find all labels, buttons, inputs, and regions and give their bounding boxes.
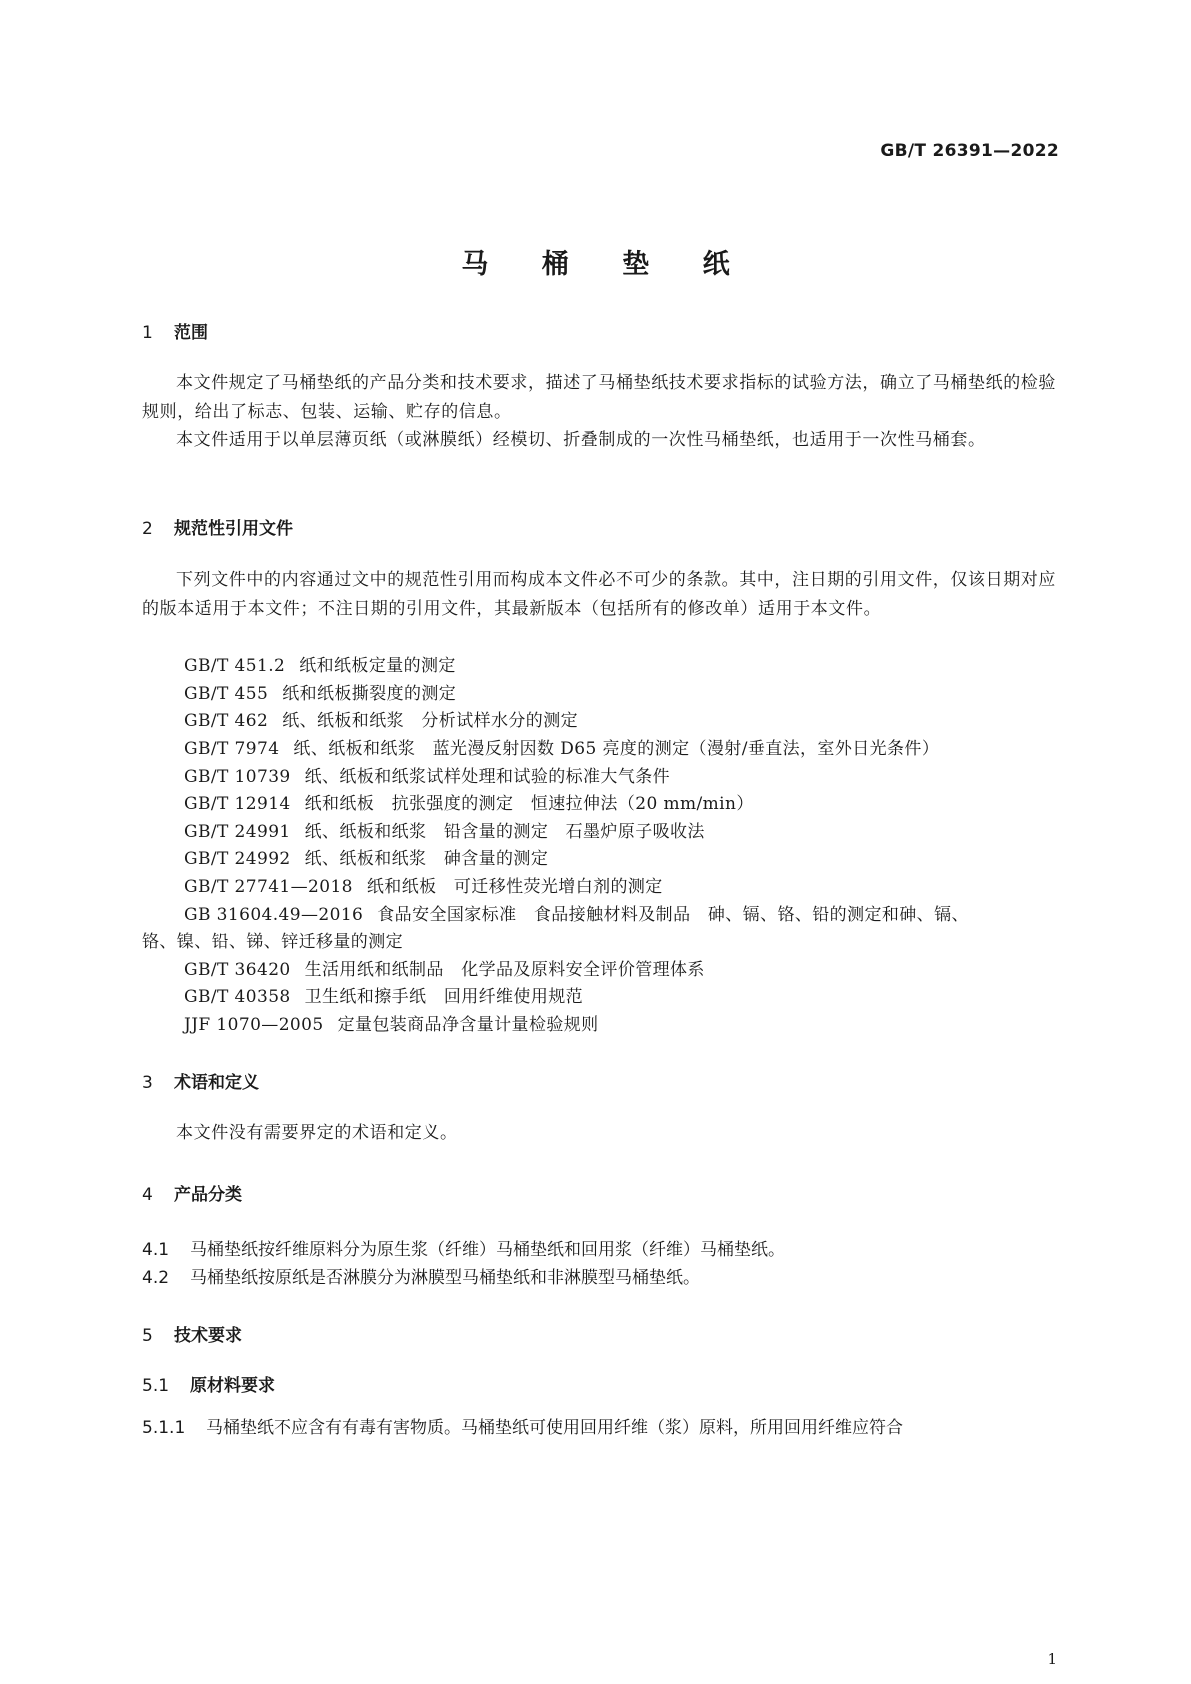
reference-title: 定量包装商品净含量计量检验规则 [337, 1015, 599, 1035]
reference-code: GB/T 27741—2018 [184, 877, 353, 897]
clause-number: 4.1 [142, 1240, 170, 1260]
section-1-heading [142, 318, 208, 343]
section-number: 1 [142, 323, 153, 343]
subsection-number: 5.1 [142, 1376, 170, 1396]
reference-title: 纸、纸板和纸浆 蓝光漫反射因数 D65 亮度的测定（漫射/垂直法，室外日光条件） [293, 739, 940, 759]
reference-title: 纸、纸板和纸浆试样处理和试验的标准大气条件 [304, 767, 671, 787]
reference-item [184, 734, 939, 759]
clause-text: 马桶垫纸按纤维原料分为原生浆（纤维）马桶垫纸和回用浆（纤维）马桶垫纸。 [190, 1240, 785, 1260]
reference-item [184, 651, 456, 676]
section-1-paragraph-2: 本文件适用于以单层薄页纸（或淋膜纸）经模切、折叠制成的一次性马桶垫纸，也适用于一次性马桶套。 [176, 430, 986, 450]
reference-continuation: 铬、镍、铅、锑、锌迁移量的测定 [142, 932, 403, 952]
clause-number: 4.2 [142, 1268, 170, 1288]
reference-code: GB/T 455 [184, 684, 269, 704]
reference-title: 纸和纸板 抗张强度的测定 恒速拉伸法（20 mm/min） [304, 794, 754, 814]
section-1-paragraph-1: 本文件规定了马桶垫纸的产品分类和技术要求，描述了马桶垫纸技术要求指标的试验方法，确立了马桶垫纸的检验规则，给出了标志、包装、运输、贮存的信息。 [142, 373, 1056, 422]
reference-title: 卫生纸和擦手纸 回用纤维使用规范 [304, 987, 584, 1007]
section-number: 5 [142, 1326, 153, 1346]
reference-title: 纸和纸板定量的测定 [299, 656, 456, 676]
section-4-heading [142, 1180, 242, 1205]
reference-title: 纸、纸板和纸浆 砷含量的测定 [304, 849, 549, 869]
reference-item [184, 679, 456, 704]
reference-item [184, 900, 969, 925]
reference-code: GB 31604.49—2016 [184, 905, 364, 925]
reference-code: GB/T 24992 [184, 849, 291, 869]
reference-code: GB/T 7974 [184, 739, 280, 759]
clause-4-2 [142, 1263, 700, 1288]
reference-item [184, 817, 705, 842]
reference-title: 纸和纸板撕裂度的测定 [282, 684, 457, 704]
section-2-heading [142, 514, 293, 539]
subsection-5-1-heading [142, 1371, 275, 1396]
section-5-heading [142, 1321, 242, 1346]
reference-item [184, 1010, 599, 1035]
standard-code: GB/T 26391—2022 [880, 141, 1059, 161]
reference-code: GB/T 40358 [184, 987, 291, 1007]
section-title: 产品分类 [174, 1185, 242, 1205]
reference-code: GB/T 462 [184, 711, 269, 731]
subsection-title: 原材料要求 [190, 1376, 275, 1396]
document-title: 马 桶 垫 纸 [461, 249, 752, 280]
section-3-paragraph: 本文件没有需要界定的术语和定义。 [176, 1123, 458, 1143]
section-number: 4 [142, 1185, 153, 1205]
clause-text: 马桶垫纸不应含有有毒有害物质。马桶垫纸可使用回用纤维（浆）原料，所用回用纤维应符合 [206, 1418, 903, 1438]
reference-code: JJF 1070—2005 [184, 1015, 324, 1035]
reference-title: 纸、纸板和纸浆 分析试样水分的测定 [282, 711, 579, 731]
clause-number: 5.1.1 [142, 1418, 186, 1438]
section-title: 术语和定义 [174, 1073, 259, 1093]
clause-4-1 [142, 1235, 785, 1260]
section-3-heading [142, 1068, 259, 1093]
reference-title: 生活用纸和纸制品 化学品及原料安全评价管理体系 [304, 960, 705, 980]
reference-item [184, 872, 663, 897]
reference-title: 纸、纸板和纸浆 铅含量的测定 石墨炉原子吸收法 [304, 822, 705, 842]
section-2-intro: 下列文件中的内容通过文中的规范性引用而构成本文件必不可少的条款。其中，注日期的引用文件，仅该日期对应的版本适用于本文件；不注日期的引用文件，其最新版本（包括所有的修改单）适用于本文件。 [142, 570, 1056, 619]
reference-code: GB/T 451.2 [184, 656, 286, 676]
page-number: 1 [1047, 1650, 1057, 1668]
reference-item [184, 706, 578, 731]
reference-code: GB/T 10739 [184, 767, 291, 787]
section-title: 技术要求 [174, 1326, 242, 1346]
reference-item [184, 844, 548, 869]
reference-item [184, 762, 670, 787]
clause-text: 马桶垫纸按原纸是否淋膜分为淋膜型马桶垫纸和非淋膜型马桶垫纸。 [190, 1268, 700, 1288]
reference-code: GB/T 12914 [184, 794, 291, 814]
reference-item [184, 982, 583, 1007]
section-number: 3 [142, 1073, 153, 1093]
reference-code: GB/T 36420 [184, 960, 291, 980]
section-title: 规范性引用文件 [174, 519, 293, 539]
reference-title: 纸和纸板 可迁移性荧光增白剂的测定 [366, 877, 663, 897]
clause-5-1-1 [142, 1413, 903, 1438]
reference-code: GB/T 24991 [184, 822, 291, 842]
reference-item [184, 955, 705, 980]
section-title: 范围 [174, 323, 208, 343]
reference-title: 食品安全国家标准 食品接触材料及制品 砷、镉、铬、铅的测定和砷、镉、 [377, 905, 969, 925]
reference-item [184, 789, 754, 814]
section-number: 2 [142, 519, 153, 539]
